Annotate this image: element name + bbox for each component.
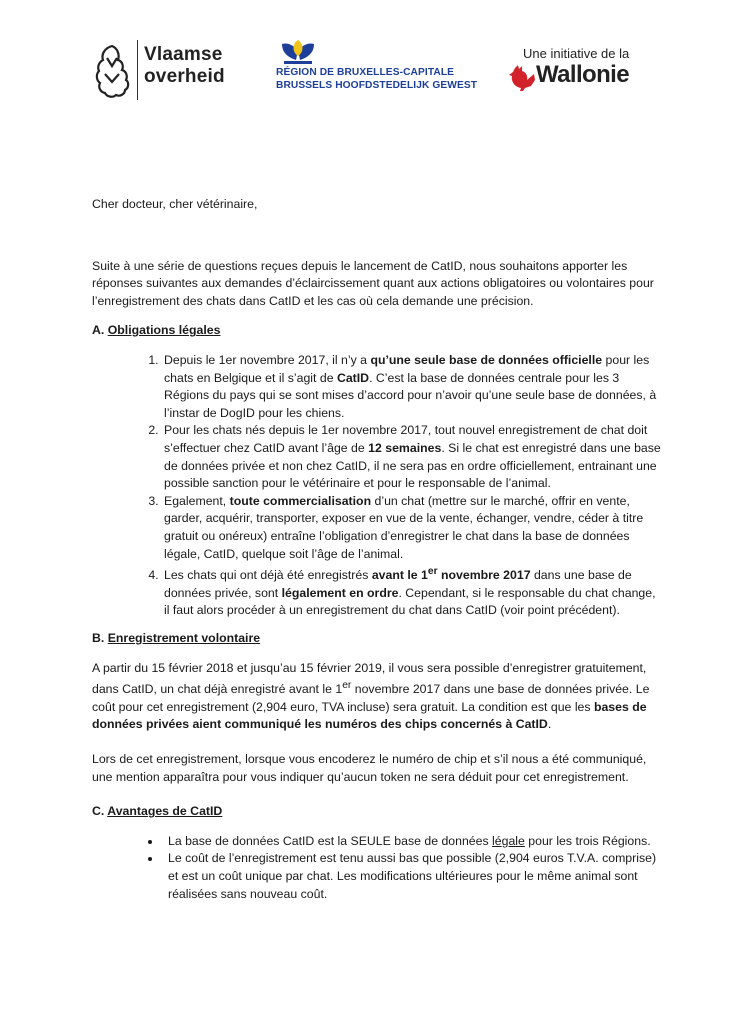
token-notice-paragraph: Lors de cet enregistrement, lorsque vous encoderez le numéro de chip et s’il nous a été communiqué, une mention apparaîtra pour vous indiquer qu’aucun token ne sera déduit pour cet enregistrement. (92, 752, 647, 784)
list-item: 4. Les chats qui ont déjà été enregistrés avant le 1er novembre 2017 dans une base de données privée, sont légalement en ordre. Cependant, si le responsable du chat change, il faut alors procéder à un enregistrement du chat dans CatID (voir point précédent). (162, 563, 662, 620)
vlaamse-line1: Vlaamse (144, 44, 223, 65)
wallonie-wordmark: Wallonie (536, 61, 629, 88)
vlaamse-overheid-logo (92, 40, 242, 102)
wallonie-logo (505, 44, 645, 100)
letterhead (0, 36, 747, 106)
list-item: 1. Depuis le 1er novembre 2017, il n’y a qu’une seule base de données officielle pour les chats en Belgique et il s’agit de CatID. C’est la base de données centrale pour les 3 Régions du pays qui se sont mises d’accord pour n’avoir qu’une seule base de données, à l’instar de DogID pour les chiens. (162, 352, 662, 422)
greeting: Cher docteur, cher vétérinaire, (92, 197, 258, 211)
section-a-heading: A. Obligations légales (92, 323, 221, 338)
intro-paragraph: Suite à une série de questions reçues depuis le lancement de CatID, nous souhaitons apporter les réponses suivantes aux demandes d’éclaircissement quant aux actions obligatoires ou volontaires pour l’enregistrement des chats dans CatID et les cas où cela demande une précision. (92, 258, 654, 308)
bruxelles-fr-name: RÉGION DE BRUXELLES-CAPITALE (276, 67, 455, 78)
vlaamse-line2: overheid (144, 66, 225, 87)
section-a-title: Obligations légales (107, 323, 221, 338)
iris-icon (278, 40, 318, 66)
list-item: 2. Pour les chats nés depuis le 1er novembre 2017, tout nouvel enregistrement de chat doit s’effectuer chez CatID avant l’âge de 12 semaines. Si le chat est enregistré dans une base de données privée et non chez CatID, il ne sera pas en ordre officiellement, entrainant une possible sanction pour le vétérinaire et pour le responsable de l’animal. (162, 422, 662, 492)
section-b-title: Enregistrement volontaire (107, 630, 261, 645)
bruxelles-capitale-logo (272, 40, 482, 100)
wallonie-tagline: Une initiative de la (523, 46, 630, 61)
section-c-heading: C. Avantages de CatID (92, 804, 223, 819)
list-item: 3. Egalement, toute commercialisation d’un chat (mettre sur le marché, offrir en vente, garder, acquérir, transporter, exposer en vue de la vente, échanger, vendre, céder à titre gratuit ou onéreux) entraîne l’obligation d’enregistrer le chat dans la base de données légale, CatID, quelque soit l’âge de l’animal. (162, 493, 662, 563)
letter-body (92, 196, 662, 903)
bruxelles-nl-name: BRUSSELS HOOFDSTEDELIJK GEWEST (276, 80, 478, 91)
advantages-list (92, 833, 662, 903)
logo-divider (137, 40, 138, 100)
section-c-title: Avantages de CatID (107, 804, 223, 819)
list-item: • La base de données CatID est la SEULE base de données légale pour les trois Régions. (162, 833, 662, 851)
vlaamse-overheid-wordmark (144, 44, 225, 88)
wallonia-rooster-icon (507, 64, 537, 92)
list-item: • Le coût de l’enregistrement est tenu aussi bas que possible (2,904 euros T.V.A. comprise) et est un coût unique par chat. Les modifications ultérieures pour le même animal sont réalisées sans nouveau coût. (162, 850, 662, 903)
voluntary-registration-paragraph: A partir du 15 février 2018 et jusqu’au 15 février 2019, il vous sera possible d’enregistrer gratuitement, dans CatID, un chat déjà enregistré avant le 1er novembre 2017 dans une base de données privée. Le coût pour cet enregistrement (2,904 euro, TVA incluse) sera gratuit. La condition est que les bases de données privées aient communiqué les numéros des chips concernés à CatID. (92, 660, 650, 732)
legal-obligations-list (92, 352, 662, 620)
section-b-heading: B. Enregistrement volontaire (92, 630, 261, 645)
flemish-lion-icon (92, 40, 132, 100)
